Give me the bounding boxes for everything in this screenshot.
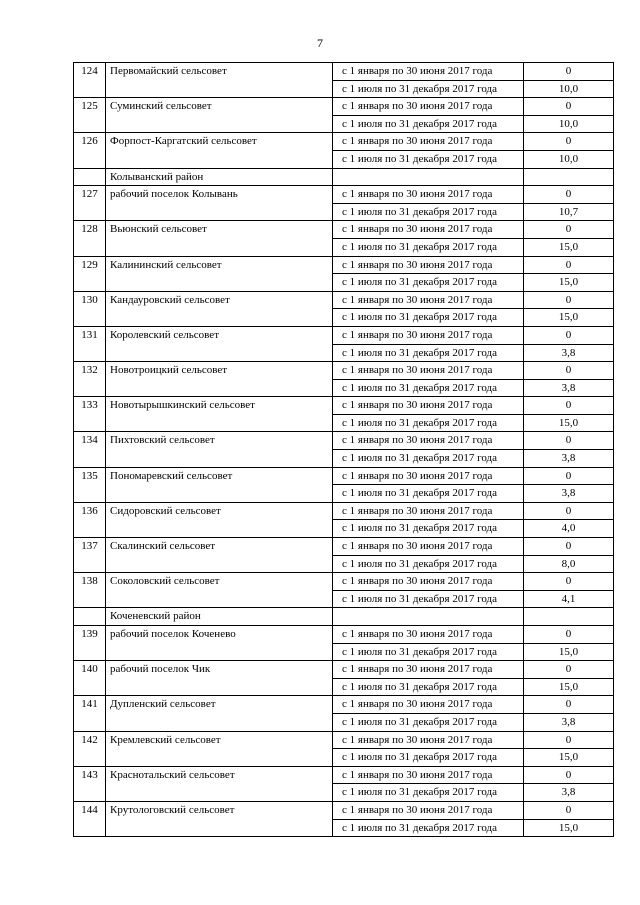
row-number: 144 — [74, 801, 106, 836]
district-header-row — [74, 168, 614, 186]
period-second: с 1 июля по 31 декабря 2017 года — [333, 274, 524, 292]
value-second: 3,8 — [524, 485, 614, 503]
period-first: с 1 января по 30 июня 2017 года — [333, 63, 524, 81]
period-first: с 1 января по 30 июня 2017 года — [333, 467, 524, 485]
tariff-table — [73, 62, 614, 837]
value-first: 0 — [524, 731, 614, 749]
row-number-cell — [74, 168, 106, 186]
settlement-name: Первомайский сельсовет — [106, 63, 333, 98]
settlement-name: Кандауровский сельсовет — [106, 291, 333, 326]
settlement-name: рабочий поселок Колывань — [106, 186, 333, 221]
table-row — [74, 696, 614, 714]
row-number: 134 — [74, 432, 106, 467]
table-row — [74, 626, 614, 644]
district-header-row — [74, 608, 614, 626]
period-second: с 1 июля по 31 декабря 2017 года — [333, 379, 524, 397]
settlement-name: Суминский сельсовет — [106, 98, 333, 133]
period-cell — [333, 168, 524, 186]
value-first: 0 — [524, 256, 614, 274]
period-second: с 1 июля по 31 декабря 2017 года — [333, 819, 524, 837]
table-row — [74, 362, 614, 380]
period-first: с 1 января по 30 июня 2017 года — [333, 432, 524, 450]
row-number: 139 — [74, 626, 106, 661]
settlement-name: Пихтовский сельсовет — [106, 432, 333, 467]
table-row — [74, 326, 614, 344]
row-number: 124 — [74, 63, 106, 98]
row-number: 127 — [74, 186, 106, 221]
table-body — [74, 63, 614, 837]
period-first: с 1 января по 30 июня 2017 года — [333, 626, 524, 644]
value-second: 4,0 — [524, 520, 614, 538]
table-row — [74, 256, 614, 274]
value-first: 0 — [524, 221, 614, 239]
value-second: 4,1 — [524, 590, 614, 608]
settlement-name: Новотроицкий сельсовет — [106, 362, 333, 397]
settlement-name: Крутологовский сельсовет — [106, 801, 333, 836]
table-row — [74, 291, 614, 309]
value-cell — [524, 168, 614, 186]
period-first: с 1 января по 30 июня 2017 года — [333, 801, 524, 819]
period-second: с 1 июля по 31 декабря 2017 года — [333, 520, 524, 538]
period-second: с 1 июля по 31 декабря 2017 года — [333, 238, 524, 256]
period-second: с 1 июля по 31 декабря 2017 года — [333, 784, 524, 802]
value-first: 0 — [524, 801, 614, 819]
settlement-name: Скалинский сельсовет — [106, 538, 333, 573]
period-second: с 1 июля по 31 декабря 2017 года — [333, 203, 524, 221]
settlement-name: Новотырышкинский сельсовет — [106, 397, 333, 432]
value-second: 15,0 — [524, 414, 614, 432]
period-second: с 1 июля по 31 декабря 2017 года — [333, 344, 524, 362]
row-number: 137 — [74, 538, 106, 573]
row-number: 140 — [74, 661, 106, 696]
value-first: 0 — [524, 186, 614, 204]
value-first: 0 — [524, 362, 614, 380]
period-first: с 1 января по 30 июня 2017 года — [333, 731, 524, 749]
value-first: 0 — [524, 291, 614, 309]
value-first: 0 — [524, 397, 614, 415]
settlement-name: Калининский сельсовет — [106, 256, 333, 291]
value-second: 10,7 — [524, 203, 614, 221]
period-first: с 1 января по 30 июня 2017 года — [333, 256, 524, 274]
table-row — [74, 221, 614, 239]
value-second: 15,0 — [524, 238, 614, 256]
period-first: с 1 января по 30 июня 2017 года — [333, 573, 524, 591]
table-row — [74, 397, 614, 415]
period-first: с 1 января по 30 июня 2017 года — [333, 766, 524, 784]
period-second: с 1 июля по 31 декабря 2017 года — [333, 590, 524, 608]
table-row — [74, 432, 614, 450]
period-second: с 1 июля по 31 декабря 2017 года — [333, 713, 524, 731]
settlement-name: Кремлевский сельсовет — [106, 731, 333, 766]
value-second: 10,0 — [524, 115, 614, 133]
period-first: с 1 января по 30 июня 2017 года — [333, 291, 524, 309]
period-first: с 1 января по 30 июня 2017 года — [333, 397, 524, 415]
period-first: с 1 января по 30 июня 2017 года — [333, 661, 524, 679]
value-second: 15,0 — [524, 819, 614, 837]
settlement-name: Краснотальский сельсовет — [106, 766, 333, 801]
period-cell — [333, 608, 524, 626]
row-number: 131 — [74, 326, 106, 361]
value-first: 0 — [524, 626, 614, 644]
value-first: 0 — [524, 326, 614, 344]
row-number-cell — [74, 608, 106, 626]
settlement-name: Дупленский сельсовет — [106, 696, 333, 731]
value-second: 15,0 — [524, 274, 614, 292]
period-first: с 1 января по 30 июня 2017 года — [333, 538, 524, 556]
settlement-name: рабочий поселок Чик — [106, 661, 333, 696]
period-second: с 1 июля по 31 декабря 2017 года — [333, 678, 524, 696]
value-second: 15,0 — [524, 749, 614, 767]
period-second: с 1 июля по 31 декабря 2017 года — [333, 80, 524, 98]
value-first: 0 — [524, 502, 614, 520]
district-name: Колыванский район — [106, 168, 333, 186]
table-row — [74, 502, 614, 520]
period-first: с 1 января по 30 июня 2017 года — [333, 362, 524, 380]
row-number: 142 — [74, 731, 106, 766]
settlement-name: Соколовский сельсовет — [106, 573, 333, 608]
settlement-name: рабочий поселок Коченево — [106, 626, 333, 661]
row-number: 130 — [74, 291, 106, 326]
period-second: с 1 июля по 31 декабря 2017 года — [333, 749, 524, 767]
settlement-name: Форпост-Каргатский сельсовет — [106, 133, 333, 168]
table-row — [74, 133, 614, 151]
value-second: 3,8 — [524, 344, 614, 362]
table-row — [74, 98, 614, 116]
value-first: 0 — [524, 133, 614, 151]
period-first: с 1 января по 30 июня 2017 года — [333, 696, 524, 714]
value-second: 10,0 — [524, 150, 614, 168]
period-second: с 1 июля по 31 декабря 2017 года — [333, 150, 524, 168]
period-second: с 1 июля по 31 декабря 2017 года — [333, 643, 524, 661]
row-number: 129 — [74, 256, 106, 291]
table-row — [74, 731, 614, 749]
row-number: 136 — [74, 502, 106, 537]
period-first: с 1 января по 30 июня 2017 года — [333, 133, 524, 151]
period-first: с 1 января по 30 июня 2017 года — [333, 98, 524, 116]
value-first: 0 — [524, 661, 614, 679]
period-first: с 1 января по 30 июня 2017 года — [333, 186, 524, 204]
table-row — [74, 467, 614, 485]
value-first: 0 — [524, 696, 614, 714]
table-row — [74, 766, 614, 784]
value-first: 0 — [524, 573, 614, 591]
value-first: 0 — [524, 538, 614, 556]
value-second: 3,8 — [524, 450, 614, 468]
value-second: 3,8 — [524, 713, 614, 731]
value-cell — [524, 608, 614, 626]
row-number: 128 — [74, 221, 106, 256]
table-row — [74, 538, 614, 556]
period-second: с 1 июля по 31 декабря 2017 года — [333, 414, 524, 432]
period-second: с 1 июля по 31 декабря 2017 года — [333, 309, 524, 327]
value-first: 0 — [524, 63, 614, 81]
row-number: 138 — [74, 573, 106, 608]
period-first: с 1 января по 30 июня 2017 года — [333, 221, 524, 239]
period-second: с 1 июля по 31 декабря 2017 года — [333, 485, 524, 503]
row-number: 126 — [74, 133, 106, 168]
period-first: с 1 января по 30 июня 2017 года — [333, 502, 524, 520]
row-number: 125 — [74, 98, 106, 133]
period-second: с 1 июля по 31 декабря 2017 года — [333, 115, 524, 133]
settlement-name: Пономаревский сельсовет — [106, 467, 333, 502]
value-second: 3,8 — [524, 784, 614, 802]
settlement-name: Сидоровский сельсовет — [106, 502, 333, 537]
value-first: 0 — [524, 766, 614, 784]
table-row — [74, 801, 614, 819]
period-second: с 1 июля по 31 декабря 2017 года — [333, 555, 524, 573]
value-second: 3,8 — [524, 379, 614, 397]
value-second: 10,0 — [524, 80, 614, 98]
table-row — [74, 186, 614, 204]
row-number: 135 — [74, 467, 106, 502]
value-first: 0 — [524, 432, 614, 450]
period-first: с 1 января по 30 июня 2017 года — [333, 326, 524, 344]
value-second: 15,0 — [524, 643, 614, 661]
row-number: 143 — [74, 766, 106, 801]
table-row — [74, 661, 614, 679]
settlement-name: Вьюнский сельсовет — [106, 221, 333, 256]
period-second: с 1 июля по 31 декабря 2017 года — [333, 450, 524, 468]
value-second: 8,0 — [524, 555, 614, 573]
value-first: 0 — [524, 467, 614, 485]
page-number: 7 — [317, 36, 323, 50]
table-row — [74, 573, 614, 591]
row-number: 133 — [74, 397, 106, 432]
table-row — [74, 63, 614, 81]
district-name: Коченевский район — [106, 608, 333, 626]
value-second: 15,0 — [524, 678, 614, 696]
settlement-name: Королевский сельсовет — [106, 326, 333, 361]
row-number: 141 — [74, 696, 106, 731]
row-number: 132 — [74, 362, 106, 397]
value-first: 0 — [524, 98, 614, 116]
value-second: 15,0 — [524, 309, 614, 327]
